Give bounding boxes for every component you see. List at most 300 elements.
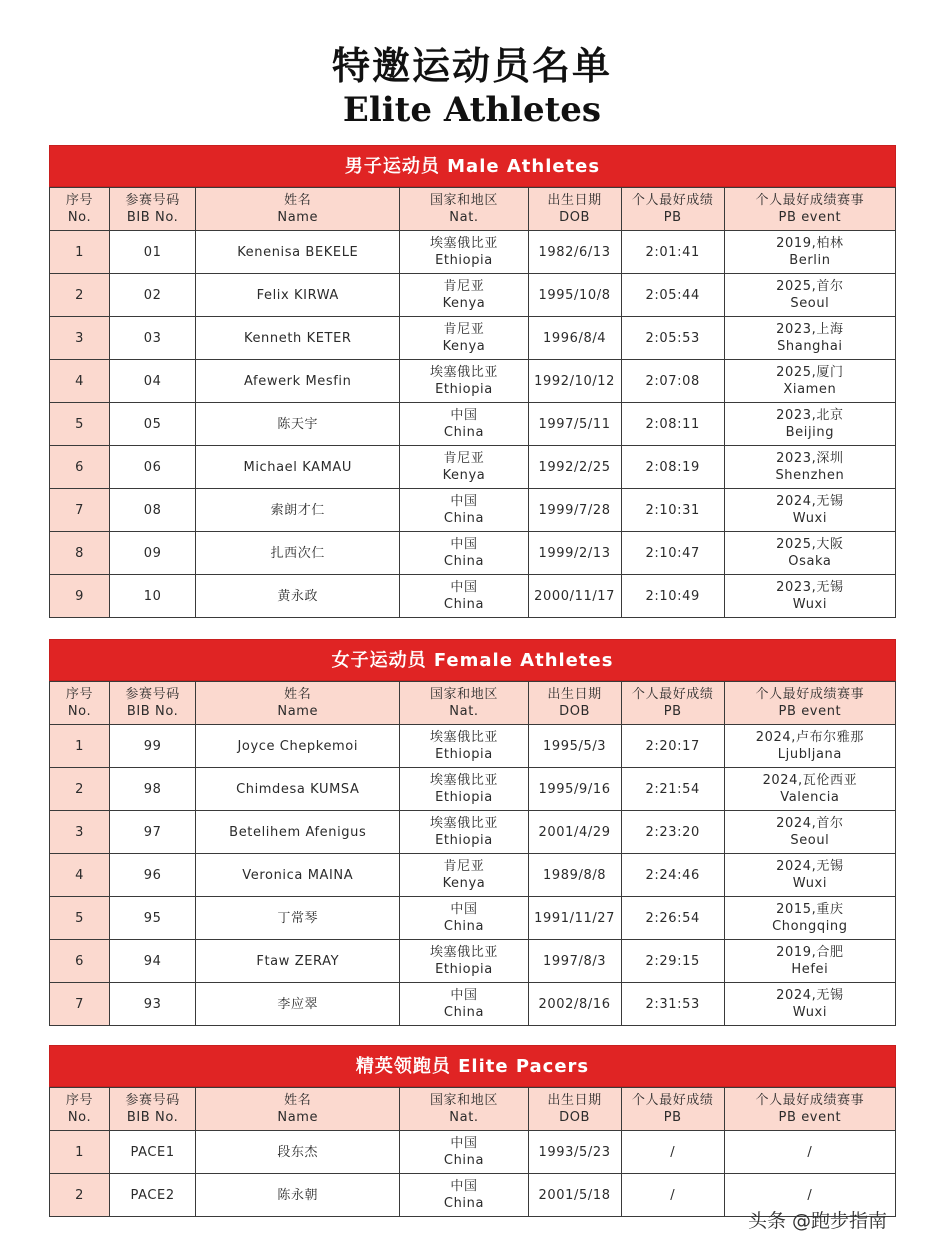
pb-event-en: Beijing — [785, 425, 835, 440]
table-row — [50, 811, 896, 854]
bib-number: 08 — [143, 502, 162, 518]
date-of-birth: 1992/10/12 — [534, 373, 616, 389]
table-cell — [528, 274, 621, 317]
nationality-zh: 埃塞俄比亚 — [429, 236, 498, 251]
bib-number: 94 — [143, 953, 162, 969]
personal-best: 2:26:54 — [645, 910, 700, 926]
nationality-en: China — [443, 1153, 485, 1168]
table-cell — [400, 1131, 528, 1174]
pb-event-zh: 2015,重庆 — [776, 902, 844, 917]
nationality-en: Ethiopia — [435, 962, 493, 977]
athlete-name: Michael KAMAU — [243, 459, 353, 475]
nationality-en: Ethiopia — [435, 833, 493, 848]
bib-number: PACE2 — [130, 1187, 175, 1203]
column-header — [724, 1088, 895, 1131]
table-row — [50, 446, 896, 489]
elite-pacers-section — [49, 1045, 896, 1217]
column-header — [110, 682, 196, 725]
pb-event-en: Shanghai — [777, 339, 843, 354]
table-cell — [724, 725, 895, 768]
header-row — [50, 188, 896, 231]
personal-best: 2:10:49 — [645, 588, 700, 604]
column-header — [50, 682, 110, 725]
nationality-en: Ethiopia — [435, 253, 493, 268]
table-row — [50, 532, 896, 575]
table-cell — [110, 983, 196, 1026]
table-cell — [196, 940, 400, 983]
table-cell — [400, 403, 528, 446]
table-cell — [50, 725, 110, 768]
table-cell — [528, 575, 621, 618]
athlete-table — [49, 1087, 896, 1217]
column-header — [50, 188, 110, 231]
table-cell — [110, 811, 196, 854]
table-row — [50, 360, 896, 403]
header-label-en: PB — [663, 210, 682, 225]
bib-number: 96 — [143, 867, 162, 883]
table-cell — [110, 274, 196, 317]
bib-number: 09 — [143, 545, 162, 561]
header-label-en: PB — [663, 1110, 682, 1125]
pb-event-en: Ljubljana — [777, 747, 842, 762]
pb-event-zh: 2025,厦门 — [776, 365, 844, 380]
date-of-birth: 2001/4/29 — [538, 824, 611, 840]
athlete-name: 丁常琴 — [277, 910, 319, 926]
table-cell — [50, 983, 110, 1026]
row-number: 6 — [75, 459, 84, 475]
table-cell — [724, 274, 895, 317]
header-label-zh: 国家和地区 — [429, 193, 498, 208]
table-cell — [110, 575, 196, 618]
date-of-birth: 1995/5/3 — [542, 738, 607, 754]
column-header — [621, 188, 724, 231]
table-cell — [50, 489, 110, 532]
column-header — [528, 1088, 621, 1131]
bib-number: 98 — [143, 781, 162, 797]
pb-event-en: Seoul — [790, 833, 830, 848]
header-label-en: PB event — [778, 210, 842, 225]
pb-event-zh: / — [807, 1144, 813, 1160]
table-cell — [400, 811, 528, 854]
date-of-birth: 1991/11/27 — [534, 910, 616, 926]
column-header — [50, 1088, 110, 1131]
column-header — [400, 1088, 528, 1131]
table-cell — [621, 897, 724, 940]
row-number: 3 — [75, 824, 84, 840]
date-of-birth: 1995/9/16 — [538, 781, 611, 797]
bib-number: 10 — [143, 588, 162, 604]
header-label-en: No. — [67, 1110, 92, 1125]
table-cell — [528, 532, 621, 575]
nationality-zh: 中国 — [450, 902, 478, 917]
bib-number: 99 — [143, 738, 162, 754]
bib-number: PACE1 — [130, 1144, 175, 1160]
header-label-en: Name — [277, 1110, 319, 1125]
row-number: 2 — [75, 781, 84, 797]
table-cell — [110, 231, 196, 274]
header-label-zh: 国家和地区 — [429, 687, 498, 702]
table-cell — [528, 231, 621, 274]
section-title: 精英领跑员 Elite Pacers — [49, 1045, 896, 1087]
table-cell — [196, 317, 400, 360]
pb-event-en: Wuxi — [792, 1005, 828, 1020]
nationality-zh: 中国 — [450, 537, 478, 552]
header-label-zh: 个人最好成绩赛事 — [755, 687, 865, 702]
table-cell — [621, 274, 724, 317]
athlete-name: Veronica MAINA — [242, 867, 354, 883]
table-cell — [621, 940, 724, 983]
column-header — [621, 1088, 724, 1131]
nationality-en: Kenya — [442, 339, 486, 354]
table-cell — [528, 897, 621, 940]
personal-best: 2:21:54 — [645, 781, 700, 797]
table-cell — [110, 1131, 196, 1174]
header-label-zh: 出生日期 — [547, 193, 602, 208]
row-number: 1 — [75, 1144, 84, 1160]
table-cell — [724, 1131, 895, 1174]
date-of-birth: 1993/5/23 — [538, 1144, 611, 1160]
header-label-en: No. — [67, 704, 92, 719]
table-row — [50, 231, 896, 274]
pb-event-zh: / — [807, 1187, 813, 1203]
table-cell — [400, 446, 528, 489]
page-title-en: Elite Athletes — [342, 90, 602, 130]
header-label-en: PB event — [778, 704, 842, 719]
column-header — [110, 1088, 196, 1131]
table-cell — [528, 1174, 621, 1217]
column-header — [724, 188, 895, 231]
athlete-name: Joyce Chepkemoi — [237, 738, 359, 754]
column-header — [196, 682, 400, 725]
table-cell — [50, 768, 110, 811]
table-row — [50, 489, 896, 532]
table-cell — [196, 983, 400, 1026]
bib-number: 05 — [143, 416, 162, 432]
pb-event-en: Valencia — [780, 790, 840, 805]
header-label-zh: 个人最好成绩赛事 — [755, 193, 865, 208]
table-cell — [528, 854, 621, 897]
nationality-en: Ethiopia — [435, 382, 493, 397]
table-cell — [196, 811, 400, 854]
pb-event-zh: 2023,深圳 — [776, 451, 844, 466]
table-cell — [621, 725, 724, 768]
header-row — [50, 682, 896, 725]
table-cell — [110, 768, 196, 811]
table-cell — [110, 317, 196, 360]
pb-event-en: Osaka — [788, 554, 832, 569]
header-label-en: Nat. — [449, 1110, 479, 1125]
table-cell — [724, 854, 895, 897]
nationality-zh: 中国 — [450, 494, 478, 509]
table-cell — [621, 983, 724, 1026]
pb-event-en: Seoul — [790, 296, 830, 311]
header-label-zh: 国家和地区 — [429, 1093, 498, 1108]
date-of-birth: 1996/8/4 — [542, 330, 607, 346]
pb-event-zh: 2023,北京 — [776, 408, 844, 423]
nationality-en: China — [443, 1005, 485, 1020]
bib-number: 03 — [143, 330, 162, 346]
pb-event-zh: 2024,无锡 — [776, 494, 844, 509]
table-cell — [50, 854, 110, 897]
nationality-en: China — [443, 511, 485, 526]
bib-number: 97 — [143, 824, 162, 840]
personal-best: 2:05:53 — [645, 330, 700, 346]
table-row — [50, 725, 896, 768]
table-cell — [196, 897, 400, 940]
athlete-name: 黄永政 — [277, 588, 319, 604]
table-cell — [724, 811, 895, 854]
row-number: 2 — [75, 287, 84, 303]
pb-event-en: Wuxi — [792, 597, 828, 612]
column-header — [400, 188, 528, 231]
table-cell — [50, 575, 110, 618]
table-cell — [528, 1131, 621, 1174]
table-cell — [196, 489, 400, 532]
athlete-name: Kenneth KETER — [243, 330, 352, 346]
table-cell — [110, 403, 196, 446]
personal-best: 2:23:20 — [645, 824, 700, 840]
table-cell — [724, 983, 895, 1026]
pb-event-en: Shenzhen — [775, 468, 845, 483]
personal-best: 2:01:41 — [645, 244, 700, 260]
athlete-name: 索朗才仁 — [270, 502, 325, 518]
athlete-table — [49, 681, 896, 1026]
table-cell — [621, 532, 724, 575]
table-cell — [196, 274, 400, 317]
table-cell — [400, 575, 528, 618]
pb-event-zh: 2025,首尔 — [776, 279, 844, 294]
date-of-birth: 1982/6/13 — [538, 244, 611, 260]
nationality-en: Ethiopia — [435, 747, 493, 762]
row-number: 6 — [75, 953, 84, 969]
table-cell — [724, 489, 895, 532]
table-cell — [528, 983, 621, 1026]
table-cell — [400, 532, 528, 575]
personal-best: 2:10:31 — [645, 502, 700, 518]
nationality-zh: 埃塞俄比亚 — [429, 773, 498, 788]
pb-event-zh: 2024,瓦伦西亚 — [762, 773, 858, 788]
athlete-table — [49, 187, 896, 618]
personal-best: 2:08:19 — [645, 459, 700, 475]
table-cell — [400, 725, 528, 768]
table-cell — [400, 768, 528, 811]
table-cell — [196, 360, 400, 403]
table-cell — [400, 489, 528, 532]
table-cell — [400, 274, 528, 317]
table-cell — [621, 811, 724, 854]
date-of-birth: 2001/5/18 — [538, 1187, 611, 1203]
header-label-zh: 参赛号码 — [125, 687, 180, 702]
header-label-zh: 序号 — [65, 687, 94, 702]
table-cell — [110, 489, 196, 532]
table-cell — [110, 446, 196, 489]
table-cell — [50, 811, 110, 854]
nationality-en: Ethiopia — [435, 790, 493, 805]
header-label-en: Nat. — [449, 704, 479, 719]
table-cell — [50, 317, 110, 360]
personal-best: 2:29:15 — [645, 953, 700, 969]
nationality-en: Kenya — [442, 296, 486, 311]
header-label-zh: 姓名 — [284, 687, 312, 702]
table-cell — [621, 1174, 724, 1217]
header-label-zh: 姓名 — [284, 193, 312, 208]
table-cell — [528, 446, 621, 489]
table-row — [50, 317, 896, 360]
athlete-name: 段东杰 — [277, 1144, 319, 1160]
nationality-en: China — [443, 1196, 485, 1211]
table-cell — [621, 360, 724, 403]
pb-event-zh: 2025,大阪 — [776, 537, 844, 552]
pb-event-zh: 2023,无锡 — [776, 580, 844, 595]
table-cell — [50, 274, 110, 317]
table-cell — [621, 575, 724, 618]
date-of-birth: 2000/11/17 — [534, 588, 616, 604]
table-cell — [196, 1174, 400, 1217]
nationality-zh: 肯尼亚 — [443, 451, 485, 466]
column-header — [528, 682, 621, 725]
header-label-zh: 出生日期 — [547, 1093, 602, 1108]
column-header — [196, 1088, 400, 1131]
header-label-zh: 个人最好成绩 — [631, 1093, 714, 1108]
table-cell — [196, 854, 400, 897]
nationality-zh: 埃塞俄比亚 — [429, 816, 498, 831]
table-row — [50, 274, 896, 317]
header-label-en: No. — [67, 210, 92, 225]
table-cell — [621, 1131, 724, 1174]
date-of-birth: 1989/8/8 — [542, 867, 607, 883]
header-label-en: PB — [663, 704, 682, 719]
table-cell — [528, 725, 621, 768]
table-cell — [50, 1174, 110, 1217]
row-number: 3 — [75, 330, 84, 346]
header-label-zh: 个人最好成绩 — [631, 687, 714, 702]
table-cell — [50, 360, 110, 403]
table-cell — [196, 1131, 400, 1174]
header-label-en: BIB No. — [126, 210, 179, 225]
athlete-name: 陈天宇 — [277, 416, 319, 432]
header-label-en: BIB No. — [126, 704, 179, 719]
header-label-en: BIB No. — [126, 1110, 179, 1125]
table-cell — [110, 360, 196, 403]
athlete-name: Felix KIRWA — [256, 287, 339, 303]
athlete-name: Afewerk Mesfin — [244, 373, 352, 389]
date-of-birth: 1999/2/13 — [538, 545, 611, 561]
pb-event-en: Chongqing — [772, 919, 848, 934]
header-label-en: Name — [277, 210, 319, 225]
table-cell — [528, 403, 621, 446]
table-cell — [621, 854, 724, 897]
pb-event-zh: 2019,柏林 — [776, 236, 844, 251]
bib-number: 02 — [143, 287, 162, 303]
athlete-name: 扎西次仁 — [270, 545, 325, 561]
nationality-en: China — [443, 554, 485, 569]
row-number: 1 — [75, 738, 84, 754]
pb-event-zh: 2024,卢布尔雅那 — [755, 730, 864, 745]
table-cell — [400, 317, 528, 360]
table-cell — [724, 360, 895, 403]
athlete-name: Chimdesa KUMSA — [236, 781, 360, 797]
header-row — [50, 1088, 896, 1131]
table-cell — [621, 403, 724, 446]
table-cell — [400, 897, 528, 940]
section-title: 女子运动员 Female Athletes — [49, 639, 896, 681]
bib-number: 04 — [143, 373, 162, 389]
table-row — [50, 983, 896, 1026]
athlete-name: Ftaw ZERAY — [256, 953, 340, 969]
table-cell — [196, 725, 400, 768]
pb-event-zh: 2024,首尔 — [776, 816, 844, 831]
date-of-birth: 2002/8/16 — [538, 996, 611, 1012]
nationality-zh: 中国 — [450, 580, 478, 595]
table-cell — [724, 403, 895, 446]
row-number: 8 — [75, 545, 84, 561]
column-header — [110, 188, 196, 231]
table-row — [50, 768, 896, 811]
table-cell — [50, 897, 110, 940]
personal-best: 2:10:47 — [645, 545, 700, 561]
date-of-birth: 1995/10/8 — [538, 287, 611, 303]
row-number: 2 — [75, 1187, 84, 1203]
pb-event-zh: 2019,合肥 — [776, 945, 844, 960]
table-row — [50, 940, 896, 983]
row-number: 1 — [75, 244, 84, 260]
table-cell — [50, 532, 110, 575]
athlete-name: Betelihem Afenigus — [229, 824, 367, 840]
table-cell — [110, 1174, 196, 1217]
table-row — [50, 897, 896, 940]
page-title-zh: 特邀运动员名单 — [331, 43, 612, 88]
table-cell — [196, 532, 400, 575]
table-cell — [724, 446, 895, 489]
table-cell — [621, 768, 724, 811]
table-cell — [196, 231, 400, 274]
pb-event-en: Berlin — [789, 253, 831, 268]
header-label-zh: 参赛号码 — [125, 1093, 180, 1108]
table-cell — [724, 317, 895, 360]
table-row — [50, 575, 896, 618]
row-number: 5 — [75, 416, 84, 432]
personal-best: 2:08:11 — [645, 416, 700, 432]
header-label-zh: 姓名 — [284, 1093, 312, 1108]
header-label-zh: 个人最好成绩赛事 — [755, 1093, 865, 1108]
table-cell — [724, 940, 895, 983]
personal-best: 2:07:08 — [645, 373, 700, 389]
table-cell — [196, 575, 400, 618]
nationality-zh: 中国 — [450, 1136, 478, 1151]
personal-best: 2:05:44 — [645, 287, 700, 303]
personal-best: / — [670, 1187, 676, 1203]
table-cell — [621, 317, 724, 360]
date-of-birth: 1992/2/25 — [538, 459, 611, 475]
nationality-zh: 肯尼亚 — [443, 322, 485, 337]
table-cell — [528, 768, 621, 811]
header-label-zh: 序号 — [65, 193, 94, 208]
table-cell — [50, 940, 110, 983]
column-header — [621, 682, 724, 725]
nationality-zh: 埃塞俄比亚 — [429, 945, 498, 960]
pb-event-en: Hefei — [791, 962, 829, 977]
table-cell — [196, 446, 400, 489]
table-row — [50, 403, 896, 446]
header-label-en: Nat. — [449, 210, 479, 225]
row-number: 7 — [75, 502, 84, 518]
table-cell — [724, 897, 895, 940]
column-header — [400, 682, 528, 725]
watermark: 头条 @跑步指南 — [748, 1210, 888, 1232]
row-number: 4 — [75, 867, 84, 883]
bib-number: 95 — [143, 910, 162, 926]
row-number: 5 — [75, 910, 84, 926]
